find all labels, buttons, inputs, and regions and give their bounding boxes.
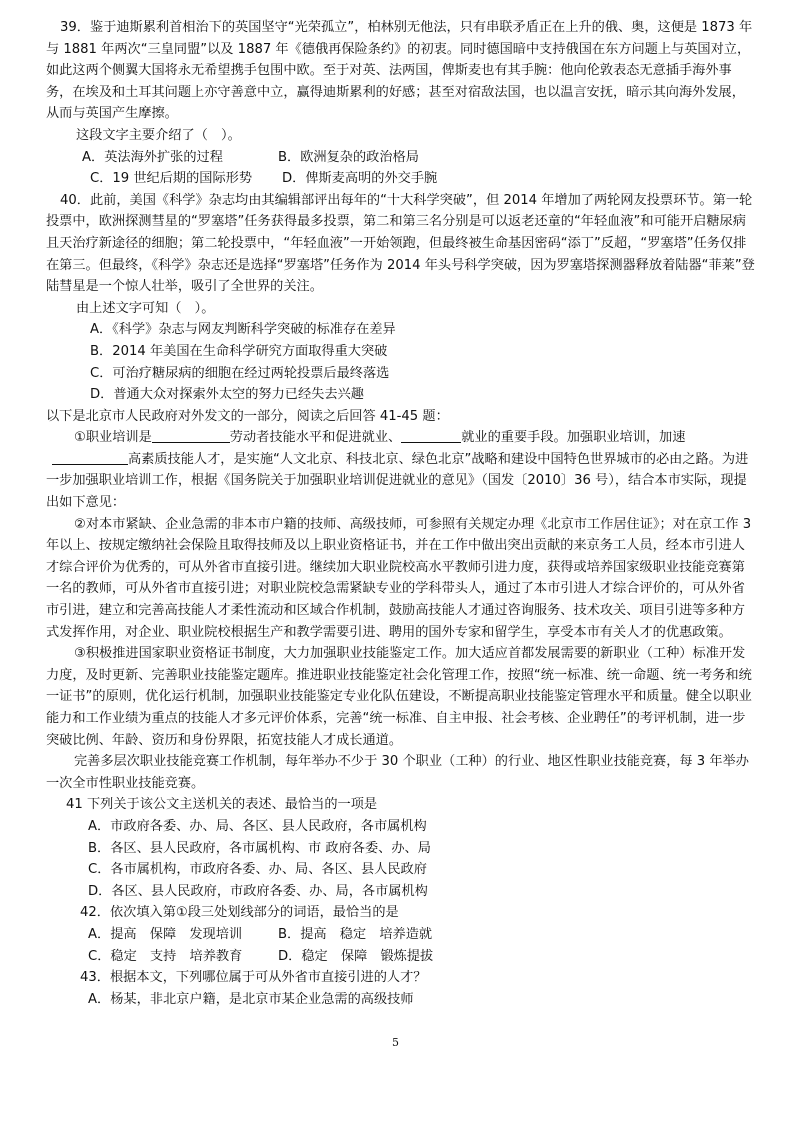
passage-paragraph-4: 完善多层次职业技能竞赛工作机制，每年举办不少于 30 个职业（工种）的行业、地区性职业技能竞赛，每 3 年举办一次全市性职业技能竞赛。	[46, 754, 749, 791]
question-42-option-a: A．提高 保障 发现培训	[88, 926, 243, 942]
question-42-options-ab	[46, 924, 758, 946]
question-43-option-a: A．杨某，非北京户籍，是北京市某企业急需的高级技师	[88, 991, 414, 1007]
question-42-option-b: B．提高 稳定 培养造就	[278, 926, 433, 942]
question-40-option-c: C．可治疗糖尿病的细胞在经过两轮投票后最终落选	[90, 365, 390, 381]
question-41-option-b: B．各区、县人民政府，各市属机构、市 政府各委、办、局	[88, 840, 431, 856]
passage-paragraph-3: ③积极推进国家职业资格证书制度，大力加强职业技能鉴定工作。加大适应首都发展需要的新职业（工种）标准开发力度，及时更新、完善职业技能鉴定题库。推进职业技能鉴定社会化管理工作，按照“统一标准、统一命题、统一考务和统一证书”的原则，优化运行机制，加强职业技能鉴定专业化队伍建设，不断提高职业技能鉴定管理水平和质量。健全以职业能力和工作业绩为重点的技能人才多元评价体系，完善“统一标准、自主申报、社会考核、企业聘任”的考评机制，进一步突破比例、年龄、资历和身份界限，拓宽技能人才成长通道。	[46, 646, 752, 748]
question-40-option-b: B．2014 年美国在生命科学研究方面取得重大突破	[90, 343, 388, 359]
passage-intro: 以下是北京市人民政府对外发文的一部分，阅读之后回答 41-45 题：	[46, 408, 449, 424]
question-39-option-c: C．19 世纪后期的国际形势	[90, 171, 253, 187]
passage-p1-part-a: ①职业培训是	[74, 430, 152, 446]
passage-paragraph-2: ②对本市紧缺、企业急需的非本市户籍的技师、高级技师，可参照有关规定办理《北京市工作居住证》；对在京工作 3 年以上、按规定缴纳社会保险且取得技师及以上职业资格证书，并在工作中做出突出贡献的来京务工人员，经本市引进人才综合评价为优秀的，可从外省市直接引进。继续加大职业院校高水平教师引进力度，获得或培养国家级职业技能竞赛第一名的教师，可从外省市直接引进；对职业院校急需紧缺专业的学科带头人，通过了本市引进人才综合评价的，可从外省市引进，建立和完善高技能人才柔性流动和区域合作机制，鼓励高技能人才通过咨询服务、技术攻关、项目引进等多种方式发挥作用，对企业、职业院校根据生产和教学需要引进、聘用的国外专家和留学生，享受本市有关人才的优惠政策。	[46, 516, 752, 640]
question-39-options-cd	[46, 168, 758, 190]
fill-blank-2	[401, 428, 461, 443]
question-39-option-d: D．俾斯麦高明的外交手腕	[282, 171, 438, 187]
page-number: 5	[392, 1036, 399, 1049]
question-39	[46, 17, 758, 190]
passage-p1-part-b: 劳动者技能水平和促进就业、	[229, 430, 402, 446]
question-43	[46, 967, 758, 1010]
question-39-option-b: B．欧洲复杂的政治格局	[278, 149, 419, 165]
question-39-option-a: A．英法海外扩张的过程	[82, 149, 223, 165]
question-41	[46, 794, 758, 902]
question-42	[46, 902, 758, 967]
question-40-option-d: D．普通大众对探索外太空的努力已经失去兴趣	[90, 387, 364, 403]
question-40-option-a: A．《科学》杂志与网友判断科学突破的标准存在差异	[90, 322, 396, 338]
document-page	[46, 17, 758, 1010]
fill-blank-3	[52, 450, 128, 465]
question-40-text: 40．此前，美国《科学》杂志均由其编辑部评出每年的“十大科学突破”，但 2014 年增加了两轮网友投票环节。第一轮投票中，欧洲探测彗星的“罗塞塔”任务获得最多投票，第二和第三名分别是可以返老还童的“年轻血液”和可能开启糖尿病且天治疗新途径的细胞；第二轮投票中，“年轻血液”一开始领跑，但最终被生命基因密码“添丁”反超，“罗塞塔”任务仅排在第三。但最终，《科学》杂志还是选择“罗塞塔”任务作为 2014 年头号科学突破，因为罗塞塔探测器释放着陆器“菲莱”登陆彗星是一个惊人壮举，吸引了全世界的关注。	[46, 192, 755, 295]
question-43-stem: 43．根据本文，下列哪位属于可从外省市直接引进的人才？	[80, 970, 427, 986]
question-41-stem: 41 下列关于该公文主送机关的表述、最恰当的一项是	[66, 797, 378, 813]
passage-p1-part-d: 高素质技能人才，是实施“人文北京、科技北京、绿色北京”战略和建设中国特色世界城市的必由之路。为进一步加强职业培训工作，根据《国务院关于加强职业培训促进就业的意见》（国发〔2010〕36 号），结合本市实际，现提出如下意见：	[46, 451, 749, 511]
question-42-stem: 42．依次填入第①段三处划线部分的词语，最恰当的是	[80, 905, 399, 921]
question-41-option-a: A．市政府各委、办、局、各区、县人民政府，各市属机构	[88, 818, 427, 834]
passage-paragraph-1	[46, 427, 758, 513]
question-41-option-c: C．各市属机构，市政府各委、办、局、各区、县人民政府	[88, 862, 427, 878]
passage-p1-part-c: 就业的重要手段。加强职业培训，加速	[461, 430, 686, 446]
question-42-options-cd	[46, 946, 758, 968]
question-42-option-d: D．稳定 保障 锻炼提拔	[278, 948, 434, 964]
question-40	[46, 190, 758, 406]
question-40-prompt: 由上述文字可知（ ）。	[76, 300, 215, 316]
reading-passage	[46, 406, 758, 795]
fill-blank-1	[152, 428, 230, 443]
question-39-text: 39．鉴于迪斯累利首相治下的英国坚守“光荣孤立”，柏林别无他法，只有串联矛盾正在上升的俄、奥，这便是 1873 年与 1881 年两次“三皇同盟”以及 1887 年《德俄再保险条约》的初衷。同时德国暗中支持俄国在东方问题上与英国对立，如此这两个侧翼大国将永无希望携手包围中欧。至于对英、法两国，俾斯麦也有其手腕：他向伦敦表态无意插手海外事务，在埃及和土耳其问题上亦守善意中立，赢得迪斯累利的好感；甚至对宿敌法国，也以温言安抚，暗示其向海外发展，从而与英国产生摩擦。	[46, 20, 753, 122]
question-39-options-ab	[46, 147, 758, 169]
question-41-option-d: D．各区、县人民政府，市政府各委、办、局，各市属机构	[88, 883, 428, 899]
question-42-option-c: C．稳定 支持 培养教育	[88, 948, 243, 964]
question-39-prompt: 这段文字主要介绍了（ ）。	[76, 127, 241, 143]
